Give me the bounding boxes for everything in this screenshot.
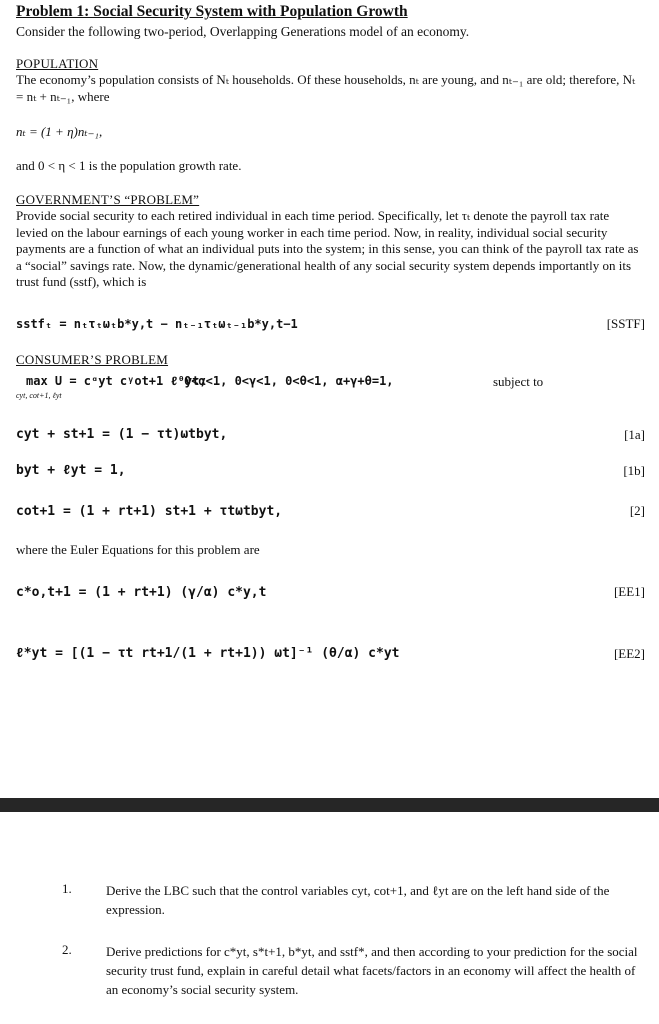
max-choice-variables: cyt, cot+1, ℓyt bbox=[16, 391, 62, 400]
question-1-text: Derive the LBC such that the control variables cyt, cot+1, and ℓyt are on the left hand side of the expression. bbox=[106, 883, 610, 917]
question-1-number: 1. bbox=[62, 881, 72, 896]
government-heading: GOVERNMENT’S “PROBLEM” bbox=[16, 192, 200, 207]
euler-intro: where the Euler Equations for this problem are bbox=[16, 542, 260, 557]
tag-ee2: [EE2] bbox=[613, 646, 645, 661]
problem-title: Problem 1: Social Security System with Population Growth bbox=[16, 3, 408, 20]
separator-band bbox=[0, 798, 659, 812]
tag-1a: [1a] bbox=[624, 427, 645, 442]
sstf-equation: sstfₜ = nₜτₜωₜb*y,t − nₜ₋₁τₜωₜ₋₁b*y,t−1 bbox=[16, 317, 298, 331]
old-age-constraint-2: cot+1 = (1 + rt+1) st+1 + τtωtbyt, bbox=[16, 504, 283, 519]
consumer-heading: CONSUMER’S PROBLEM bbox=[16, 352, 169, 367]
parameter-conditions: 0<α<1, 0<γ<1, 0<θ<1, α+γ+θ=1, bbox=[184, 374, 394, 388]
objective-function: max U = cᵅyt cᵞot+1 ℓᶿyt, bbox=[26, 374, 207, 388]
problem-intro: Consider the following two-period, Overlapping Generations model of an economy. bbox=[16, 24, 470, 39]
government-text: Provide social security to each retired individual in each time period. Specifically, let τₜ denote the payroll tax rate levied on the labour earnings of each young worker in each time period. Now, in reality, individual social security payments are a function of what an individual puts into the system; in this sense, you can think of the payroll tax rate as a “social” savings rate. Now, the dynamic/generational health of any social security system depends importantly on its trust fund (sstf), which is bbox=[16, 208, 639, 289]
population-text: The economy’s population consists of Nₜ households. Of these households, nₜ are young, and nₜ₋₁ are old; therefore, Nₜ = nₜ + nₜ₋₁, where bbox=[16, 72, 636, 104]
population-equation: nₜ = (1 + η)nₜ₋₁, bbox=[16, 124, 103, 139]
tag-1b: [1b] bbox=[623, 463, 645, 478]
subject-to-label: subject to bbox=[493, 374, 544, 389]
time-constraint-1b: byt + ℓyt = 1, bbox=[16, 463, 126, 478]
sstf-tag: [SSTF] bbox=[606, 316, 645, 331]
population-growth-text: and 0 < η < 1 is the population growth rate. bbox=[16, 158, 242, 173]
euler-equation-2: ℓ*yt = [(1 − τt rt+1/(1 + rt+1)) ωt]⁻¹ (θ/α) c*yt bbox=[16, 646, 400, 661]
question-2-number: 2. bbox=[62, 942, 72, 957]
euler-equation-1: c*o,t+1 = (1 + rt+1) (γ/α) c*y,t bbox=[16, 585, 267, 600]
tag-ee1: [EE1] bbox=[613, 584, 645, 599]
tag-2: [2] bbox=[629, 503, 645, 518]
question-2-text: Derive predictions for c*yt, s*t+1, b*yt, and sstf*, and then according to your prediction for the social security trust fund, explain in careful detail what facets/factors in an economy will affect the health of an economy’s social security system. bbox=[106, 944, 638, 997]
population-heading: POPULATION bbox=[16, 56, 99, 71]
budget-constraint-1a: cyt + st+1 = (1 − τt)ωtbyt, bbox=[16, 427, 228, 442]
